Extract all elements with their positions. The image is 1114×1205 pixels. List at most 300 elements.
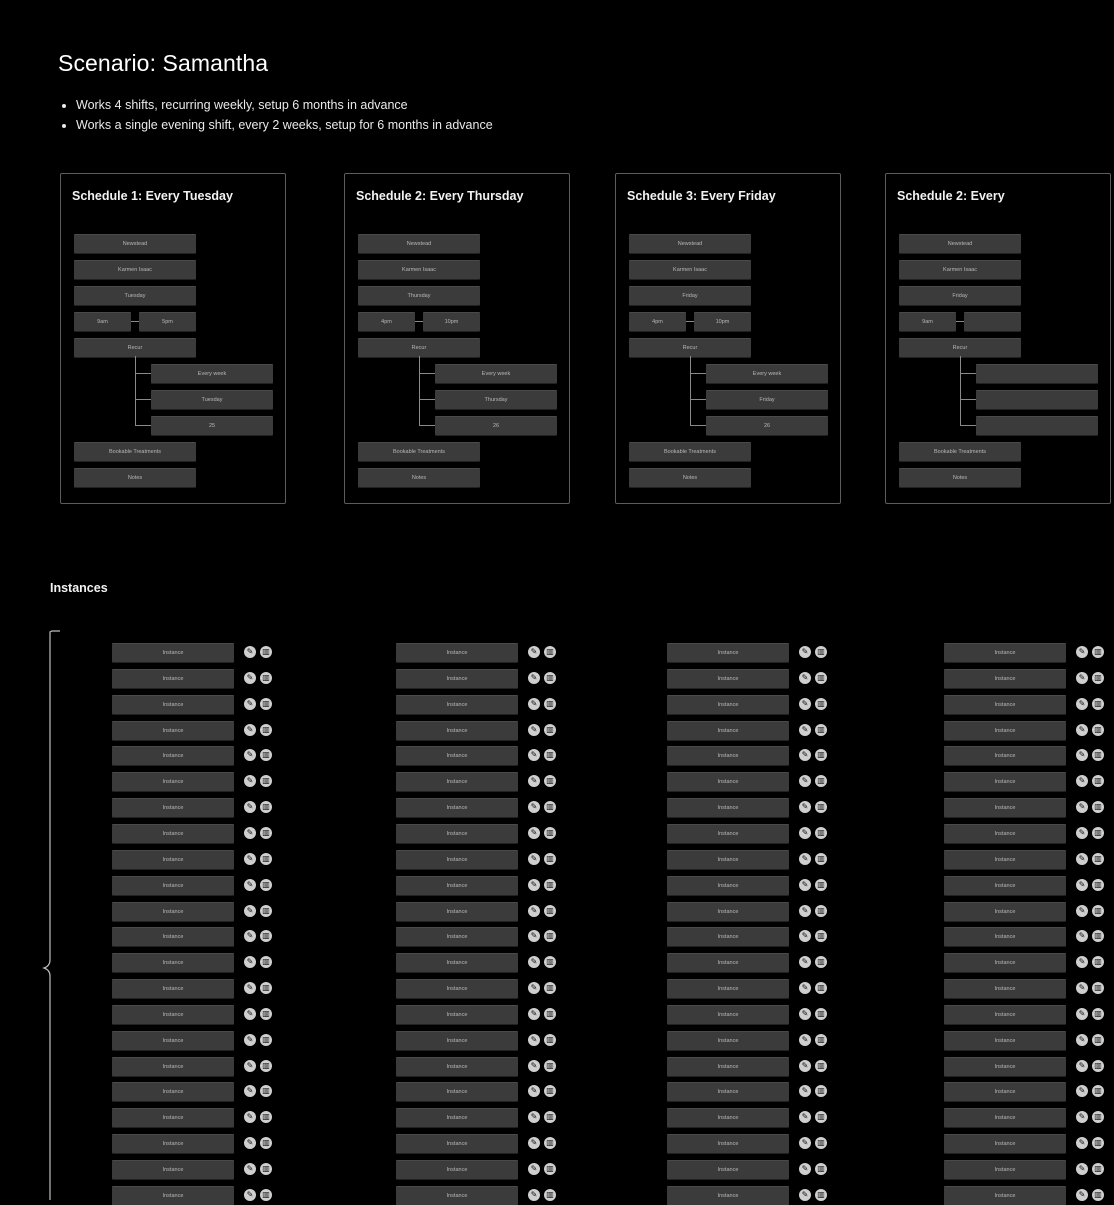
notes-field[interactable]: Notes — [358, 468, 480, 487]
trash-icon[interactable]: ▥ — [815, 646, 827, 658]
end-time-field[interactable]: 5pm — [139, 312, 196, 331]
instance-field[interactable]: Instance — [944, 746, 1066, 765]
pencil-icon[interactable]: ✎ — [799, 905, 811, 917]
trash-icon[interactable]: ▥ — [815, 827, 827, 839]
pencil-icon[interactable]: ✎ — [528, 1111, 540, 1123]
trash-icon[interactable]: ▥ — [260, 1137, 272, 1149]
instance-field[interactable]: Instance — [667, 1160, 789, 1179]
trash-icon[interactable]: ▥ — [1092, 1060, 1104, 1072]
pencil-icon[interactable]: ✎ — [799, 879, 811, 891]
pencil-icon[interactable]: ✎ — [528, 853, 540, 865]
trash-icon[interactable]: ▥ — [544, 930, 556, 942]
trash-icon[interactable]: ▥ — [1092, 1137, 1104, 1149]
pencil-icon[interactable]: ✎ — [799, 724, 811, 736]
trash-icon[interactable]: ▥ — [544, 827, 556, 839]
instance-field[interactable]: Instance — [396, 643, 518, 662]
instance-field[interactable]: Instance — [396, 772, 518, 791]
instance-field[interactable]: Instance — [667, 643, 789, 662]
instance-field[interactable]: Instance — [112, 1005, 234, 1024]
trash-icon[interactable]: ▥ — [815, 879, 827, 891]
instance-field[interactable]: Instance — [667, 1005, 789, 1024]
pencil-icon[interactable]: ✎ — [1076, 879, 1088, 891]
instance-field[interactable]: Instance — [667, 1134, 789, 1153]
instance-field[interactable]: Instance — [396, 1186, 518, 1205]
instance-field[interactable]: Instance — [667, 850, 789, 869]
instance-field[interactable]: Instance — [396, 798, 518, 817]
pencil-icon[interactable]: ✎ — [528, 879, 540, 891]
instance-field[interactable]: Instance — [944, 1134, 1066, 1153]
trash-icon[interactable]: ▥ — [815, 1008, 827, 1020]
instance-field[interactable]: Instance — [112, 876, 234, 895]
trash-icon[interactable]: ▥ — [544, 749, 556, 761]
instance-field[interactable]: Instance — [944, 669, 1066, 688]
trash-icon[interactable]: ▥ — [1092, 1163, 1104, 1175]
pencil-icon[interactable]: ✎ — [244, 982, 256, 994]
trash-icon[interactable]: ▥ — [1092, 1034, 1104, 1046]
bookable-treatments-field[interactable]: Bookable Treatments — [74, 442, 196, 461]
instance-field[interactable]: Instance — [396, 824, 518, 843]
trash-icon[interactable]: ▥ — [544, 1008, 556, 1020]
instance-field[interactable]: Instance — [396, 1082, 518, 1101]
instance-field[interactable]: Instance — [396, 1134, 518, 1153]
pencil-icon[interactable]: ✎ — [244, 801, 256, 813]
instance-field[interactable]: Instance — [112, 1186, 234, 1205]
trash-icon[interactable]: ▥ — [1092, 698, 1104, 710]
pencil-icon[interactable]: ✎ — [1076, 1034, 1088, 1046]
pencil-icon[interactable]: ✎ — [244, 698, 256, 710]
instance-field[interactable]: Instance — [396, 876, 518, 895]
location-field[interactable]: Newstead — [629, 234, 751, 253]
pencil-icon[interactable]: ✎ — [528, 672, 540, 684]
instance-field[interactable]: Instance — [667, 927, 789, 946]
trash-icon[interactable]: ▥ — [544, 905, 556, 917]
occurrence-count-field[interactable]: 26 — [435, 416, 557, 435]
staff-field[interactable]: Karmen Isaac — [74, 260, 196, 279]
trash-icon[interactable]: ▥ — [544, 1034, 556, 1046]
trash-icon[interactable]: ▥ — [544, 1189, 556, 1201]
pencil-icon[interactable]: ✎ — [1076, 853, 1088, 865]
pencil-icon[interactable]: ✎ — [799, 956, 811, 968]
trash-icon[interactable]: ▥ — [1092, 1189, 1104, 1201]
pencil-icon[interactable]: ✎ — [244, 1034, 256, 1046]
trash-icon[interactable]: ▥ — [260, 1008, 272, 1020]
bookable-treatments-field[interactable]: Bookable Treatments — [629, 442, 751, 461]
instance-field[interactable]: Instance — [396, 1005, 518, 1024]
trash-icon[interactable]: ▥ — [1092, 801, 1104, 813]
trash-icon[interactable]: ▥ — [544, 1163, 556, 1175]
instance-field[interactable]: Instance — [667, 798, 789, 817]
instance-field[interactable]: Instance — [112, 798, 234, 817]
pencil-icon[interactable]: ✎ — [244, 672, 256, 684]
instance-field[interactable]: Instance — [396, 1160, 518, 1179]
pencil-icon[interactable]: ✎ — [1076, 646, 1088, 658]
trash-icon[interactable]: ▥ — [815, 672, 827, 684]
instance-field[interactable]: Instance — [667, 695, 789, 714]
trash-icon[interactable]: ▥ — [544, 1060, 556, 1072]
pencil-icon[interactable]: ✎ — [244, 775, 256, 787]
pencil-icon[interactable]: ✎ — [799, 1137, 811, 1149]
recur-day-field[interactable]: Thursday — [435, 390, 557, 409]
instance-field[interactable]: Instance — [944, 1031, 1066, 1050]
pencil-icon[interactable]: ✎ — [1076, 930, 1088, 942]
trash-icon[interactable]: ▥ — [1092, 646, 1104, 658]
trash-icon[interactable]: ▥ — [260, 1163, 272, 1175]
trash-icon[interactable]: ▥ — [815, 1111, 827, 1123]
instance-field[interactable]: Instance — [396, 1108, 518, 1127]
trash-icon[interactable]: ▥ — [260, 749, 272, 761]
instance-field[interactable]: Instance — [944, 953, 1066, 972]
trash-icon[interactable]: ▥ — [544, 775, 556, 787]
pencil-icon[interactable]: ✎ — [799, 982, 811, 994]
bookable-treatments-field[interactable]: Bookable Treatments — [899, 442, 1021, 461]
trash-icon[interactable]: ▥ — [260, 930, 272, 942]
instance-field[interactable]: Instance — [112, 1082, 234, 1101]
trash-icon[interactable]: ▥ — [815, 1189, 827, 1201]
trash-icon[interactable]: ▥ — [260, 827, 272, 839]
trash-icon[interactable]: ▥ — [544, 956, 556, 968]
instance-field[interactable]: Instance — [944, 927, 1066, 946]
pencil-icon[interactable]: ✎ — [1076, 698, 1088, 710]
pencil-icon[interactable]: ✎ — [528, 982, 540, 994]
instance-field[interactable]: Instance — [667, 1057, 789, 1076]
pencil-icon[interactable]: ✎ — [528, 905, 540, 917]
pencil-icon[interactable]: ✎ — [799, 1060, 811, 1072]
instance-field[interactable]: Instance — [667, 721, 789, 740]
start-time-field[interactable]: 9am — [74, 312, 131, 331]
trash-icon[interactable]: ▥ — [260, 905, 272, 917]
pencil-icon[interactable]: ✎ — [799, 672, 811, 684]
trash-icon[interactable]: ▥ — [1092, 956, 1104, 968]
trash-icon[interactable]: ▥ — [544, 1085, 556, 1097]
instance-field[interactable]: Instance — [396, 721, 518, 740]
trash-icon[interactable]: ▥ — [815, 930, 827, 942]
instance-field[interactable]: Instance — [944, 721, 1066, 740]
trash-icon[interactable]: ▥ — [1092, 1111, 1104, 1123]
trash-icon[interactable]: ▥ — [544, 1111, 556, 1123]
instance-field[interactable]: Instance — [112, 1108, 234, 1127]
pencil-icon[interactable]: ✎ — [244, 905, 256, 917]
instance-field[interactable]: Instance — [667, 1082, 789, 1101]
instance-field[interactable]: Instance — [112, 643, 234, 662]
recur-field[interactable]: Recur — [629, 338, 751, 357]
trash-icon[interactable]: ▥ — [815, 1060, 827, 1072]
location-field[interactable]: Newstead — [74, 234, 196, 253]
pencil-icon[interactable]: ✎ — [528, 1034, 540, 1046]
frequency-field[interactable]: Every week — [706, 364, 828, 383]
start-time-field[interactable]: 9am — [899, 312, 956, 331]
trash-icon[interactable]: ▥ — [815, 1034, 827, 1046]
instance-field[interactable]: Instance — [944, 695, 1066, 714]
trash-icon[interactable]: ▥ — [260, 801, 272, 813]
staff-field[interactable]: Karmen Isaac — [629, 260, 751, 279]
pencil-icon[interactable]: ✎ — [799, 1034, 811, 1046]
pencil-icon[interactable]: ✎ — [799, 827, 811, 839]
pencil-icon[interactable]: ✎ — [799, 646, 811, 658]
trash-icon[interactable]: ▥ — [544, 801, 556, 813]
pencil-icon[interactable]: ✎ — [528, 1163, 540, 1175]
pencil-icon[interactable]: ✎ — [244, 930, 256, 942]
instance-field[interactable]: Instance — [944, 824, 1066, 843]
trash-icon[interactable]: ▥ — [260, 956, 272, 968]
trash-icon[interactable]: ▥ — [544, 853, 556, 865]
frequency-field[interactable]: Every week — [151, 364, 273, 383]
instance-field[interactable]: Instance — [112, 850, 234, 869]
trash-icon[interactable]: ▥ — [815, 801, 827, 813]
pencil-icon[interactable]: ✎ — [244, 646, 256, 658]
pencil-icon[interactable]: ✎ — [528, 749, 540, 761]
trash-icon[interactable]: ▥ — [1092, 905, 1104, 917]
trash-icon[interactable]: ▥ — [544, 672, 556, 684]
pencil-icon[interactable]: ✎ — [528, 827, 540, 839]
start-time-field[interactable]: 4pm — [358, 312, 415, 331]
trash-icon[interactable]: ▥ — [815, 1137, 827, 1149]
pencil-icon[interactable]: ✎ — [1076, 1137, 1088, 1149]
instance-field[interactable]: Instance — [667, 1031, 789, 1050]
pencil-icon[interactable]: ✎ — [799, 1008, 811, 1020]
instance-field[interactable]: Instance — [667, 876, 789, 895]
pencil-icon[interactable]: ✎ — [244, 879, 256, 891]
instance-field[interactable]: Instance — [396, 902, 518, 921]
trash-icon[interactable]: ▥ — [544, 646, 556, 658]
instance-field[interactable]: Instance — [396, 1031, 518, 1050]
staff-field[interactable]: Karmen Isaac — [358, 260, 480, 279]
day-field[interactable]: Friday — [899, 286, 1021, 305]
pencil-icon[interactable]: ✎ — [528, 1137, 540, 1149]
trash-icon[interactable]: ▥ — [260, 1034, 272, 1046]
instance-field[interactable]: Instance — [944, 902, 1066, 921]
pencil-icon[interactable]: ✎ — [528, 775, 540, 787]
trash-icon[interactable]: ▥ — [260, 724, 272, 736]
occurrence-count-field[interactable] — [976, 416, 1098, 435]
trash-icon[interactable]: ▥ — [815, 956, 827, 968]
trash-icon[interactable]: ▥ — [1092, 982, 1104, 994]
pencil-icon[interactable]: ✎ — [1076, 1111, 1088, 1123]
pencil-icon[interactable]: ✎ — [1076, 1008, 1088, 1020]
trash-icon[interactable]: ▥ — [260, 853, 272, 865]
trash-icon[interactable]: ▥ — [260, 775, 272, 787]
pencil-icon[interactable]: ✎ — [799, 698, 811, 710]
trash-icon[interactable]: ▥ — [1092, 1085, 1104, 1097]
pencil-icon[interactable]: ✎ — [1076, 956, 1088, 968]
pencil-icon[interactable]: ✎ — [1076, 827, 1088, 839]
trash-icon[interactable]: ▥ — [260, 672, 272, 684]
pencil-icon[interactable]: ✎ — [528, 801, 540, 813]
trash-icon[interactable]: ▥ — [260, 879, 272, 891]
trash-icon[interactable]: ▥ — [544, 982, 556, 994]
recur-field[interactable]: Recur — [74, 338, 196, 357]
notes-field[interactable]: Notes — [74, 468, 196, 487]
instance-field[interactable]: Instance — [112, 772, 234, 791]
trash-icon[interactable]: ▥ — [260, 982, 272, 994]
instance-field[interactable]: Instance — [112, 979, 234, 998]
pencil-icon[interactable]: ✎ — [244, 1085, 256, 1097]
pencil-icon[interactable]: ✎ — [528, 1060, 540, 1072]
recur-day-field[interactable]: Friday — [706, 390, 828, 409]
pencil-icon[interactable]: ✎ — [799, 930, 811, 942]
instance-field[interactable]: Instance — [112, 953, 234, 972]
instance-field[interactable]: Instance — [944, 772, 1066, 791]
location-field[interactable]: Newstead — [899, 234, 1021, 253]
pencil-icon[interactable]: ✎ — [528, 930, 540, 942]
trash-icon[interactable]: ▥ — [815, 1163, 827, 1175]
pencil-icon[interactable]: ✎ — [528, 646, 540, 658]
trash-icon[interactable]: ▥ — [815, 775, 827, 787]
pencil-icon[interactable]: ✎ — [244, 724, 256, 736]
instance-field[interactable]: Instance — [112, 824, 234, 843]
instance-field[interactable]: Instance — [944, 643, 1066, 662]
instance-field[interactable]: Instance — [396, 927, 518, 946]
instance-field[interactable]: Instance — [396, 953, 518, 972]
instance-field[interactable]: Instance — [112, 669, 234, 688]
occurrence-count-field[interactable]: 25 — [151, 416, 273, 435]
end-time-field[interactable]: 10pm — [694, 312, 751, 331]
staff-field[interactable]: Karmen Isaac — [899, 260, 1021, 279]
trash-icon[interactable]: ▥ — [544, 724, 556, 736]
pencil-icon[interactable]: ✎ — [1076, 1163, 1088, 1175]
notes-field[interactable]: Notes — [899, 468, 1021, 487]
pencil-icon[interactable]: ✎ — [799, 1111, 811, 1123]
pencil-icon[interactable]: ✎ — [1076, 982, 1088, 994]
recur-day-field[interactable]: Tuesday — [151, 390, 273, 409]
trash-icon[interactable]: ▥ — [1092, 879, 1104, 891]
trash-icon[interactable]: ▥ — [544, 879, 556, 891]
trash-icon[interactable]: ▥ — [815, 982, 827, 994]
recur-field[interactable]: Recur — [899, 338, 1021, 357]
instance-field[interactable]: Instance — [944, 1005, 1066, 1024]
trash-icon[interactable]: ▥ — [1092, 724, 1104, 736]
instance-field[interactable]: Instance — [944, 876, 1066, 895]
frequency-field[interactable] — [976, 364, 1098, 383]
instance-field[interactable]: Instance — [112, 695, 234, 714]
instance-field[interactable]: Instance — [667, 669, 789, 688]
instance-field[interactable]: Instance — [667, 902, 789, 921]
trash-icon[interactable]: ▥ — [260, 1060, 272, 1072]
trash-icon[interactable]: ▥ — [260, 1085, 272, 1097]
instance-field[interactable]: Instance — [112, 1160, 234, 1179]
instance-field[interactable]: Instance — [396, 746, 518, 765]
start-time-field[interactable]: 4pm — [629, 312, 686, 331]
trash-icon[interactable]: ▥ — [544, 698, 556, 710]
notes-field[interactable]: Notes — [629, 468, 751, 487]
trash-icon[interactable]: ▥ — [1092, 749, 1104, 761]
trash-icon[interactable]: ▥ — [260, 1189, 272, 1201]
pencil-icon[interactable]: ✎ — [1076, 672, 1088, 684]
trash-icon[interactable]: ▥ — [1092, 853, 1104, 865]
instance-field[interactable]: Instance — [396, 979, 518, 998]
instance-field[interactable]: Instance — [944, 1057, 1066, 1076]
instance-field[interactable]: Instance — [944, 1186, 1066, 1205]
trash-icon[interactable]: ▥ — [1092, 775, 1104, 787]
instance-field[interactable]: Instance — [667, 1186, 789, 1205]
pencil-icon[interactable]: ✎ — [244, 1060, 256, 1072]
pencil-icon[interactable]: ✎ — [799, 1085, 811, 1097]
pencil-icon[interactable]: ✎ — [799, 853, 811, 865]
trash-icon[interactable]: ▥ — [1092, 1008, 1104, 1020]
trash-icon[interactable]: ▥ — [1092, 827, 1104, 839]
pencil-icon[interactable]: ✎ — [1076, 775, 1088, 787]
instance-field[interactable]: Instance — [112, 746, 234, 765]
trash-icon[interactable]: ▥ — [815, 749, 827, 761]
pencil-icon[interactable]: ✎ — [528, 1189, 540, 1201]
pencil-icon[interactable]: ✎ — [244, 956, 256, 968]
trash-icon[interactable]: ▥ — [815, 1085, 827, 1097]
instance-field[interactable]: Instance — [396, 695, 518, 714]
pencil-icon[interactable]: ✎ — [244, 1111, 256, 1123]
trash-icon[interactable]: ▥ — [1092, 930, 1104, 942]
end-time-field[interactable]: 10pm — [423, 312, 480, 331]
instance-field[interactable]: Instance — [944, 1160, 1066, 1179]
instance-field[interactable]: Instance — [112, 927, 234, 946]
instance-field[interactable]: Instance — [944, 798, 1066, 817]
frequency-field[interactable]: Every week — [435, 364, 557, 383]
pencil-icon[interactable]: ✎ — [799, 775, 811, 787]
instance-field[interactable]: Instance — [112, 1134, 234, 1153]
instance-field[interactable]: Instance — [667, 1108, 789, 1127]
instance-field[interactable]: Instance — [112, 1057, 234, 1076]
day-field[interactable]: Friday — [629, 286, 751, 305]
trash-icon[interactable]: ▥ — [260, 698, 272, 710]
pencil-icon[interactable]: ✎ — [244, 749, 256, 761]
pencil-icon[interactable]: ✎ — [1076, 749, 1088, 761]
instance-field[interactable]: Instance — [667, 772, 789, 791]
instance-field[interactable]: Instance — [667, 824, 789, 843]
instance-field[interactable]: Instance — [112, 721, 234, 740]
instance-field[interactable]: Instance — [667, 746, 789, 765]
pencil-icon[interactable]: ✎ — [799, 1189, 811, 1201]
pencil-icon[interactable]: ✎ — [244, 853, 256, 865]
instance-field[interactable]: Instance — [667, 979, 789, 998]
instance-field[interactable]: Instance — [396, 669, 518, 688]
trash-icon[interactable]: ▥ — [544, 1137, 556, 1149]
pencil-icon[interactable]: ✎ — [528, 724, 540, 736]
trash-icon[interactable]: ▥ — [815, 724, 827, 736]
pencil-icon[interactable]: ✎ — [528, 1085, 540, 1097]
pencil-icon[interactable]: ✎ — [1076, 905, 1088, 917]
instance-field[interactable]: Instance — [944, 850, 1066, 869]
day-field[interactable]: Thursday — [358, 286, 480, 305]
pencil-icon[interactable]: ✎ — [528, 698, 540, 710]
day-field[interactable]: Tuesday — [74, 286, 196, 305]
pencil-icon[interactable]: ✎ — [528, 956, 540, 968]
pencil-icon[interactable]: ✎ — [1076, 1085, 1088, 1097]
pencil-icon[interactable]: ✎ — [799, 749, 811, 761]
instance-field[interactable]: Instance — [396, 1057, 518, 1076]
trash-icon[interactable]: ▥ — [815, 698, 827, 710]
instance-field[interactable]: Instance — [112, 1031, 234, 1050]
instance-field[interactable]: Instance — [944, 1108, 1066, 1127]
pencil-icon[interactable]: ✎ — [244, 1163, 256, 1175]
pencil-icon[interactable]: ✎ — [244, 1008, 256, 1020]
instance-field[interactable]: Instance — [396, 850, 518, 869]
pencil-icon[interactable]: ✎ — [799, 801, 811, 813]
pencil-icon[interactable]: ✎ — [528, 1008, 540, 1020]
pencil-icon[interactable]: ✎ — [799, 1163, 811, 1175]
bookable-treatments-field[interactable]: Bookable Treatments — [358, 442, 480, 461]
trash-icon[interactable]: ▥ — [1092, 672, 1104, 684]
trash-icon[interactable]: ▥ — [260, 646, 272, 658]
end-time-field[interactable] — [964, 312, 1021, 331]
trash-icon[interactable]: ▥ — [260, 1111, 272, 1123]
trash-icon[interactable]: ▥ — [815, 853, 827, 865]
pencil-icon[interactable]: ✎ — [1076, 1189, 1088, 1201]
instance-field[interactable]: Instance — [944, 1082, 1066, 1101]
trash-icon[interactable]: ▥ — [815, 905, 827, 917]
recur-day-field[interactable] — [976, 390, 1098, 409]
instance-field[interactable]: Instance — [667, 953, 789, 972]
occurrence-count-field[interactable]: 26 — [706, 416, 828, 435]
instance-field[interactable]: Instance — [112, 902, 234, 921]
pencil-icon[interactable]: ✎ — [1076, 801, 1088, 813]
